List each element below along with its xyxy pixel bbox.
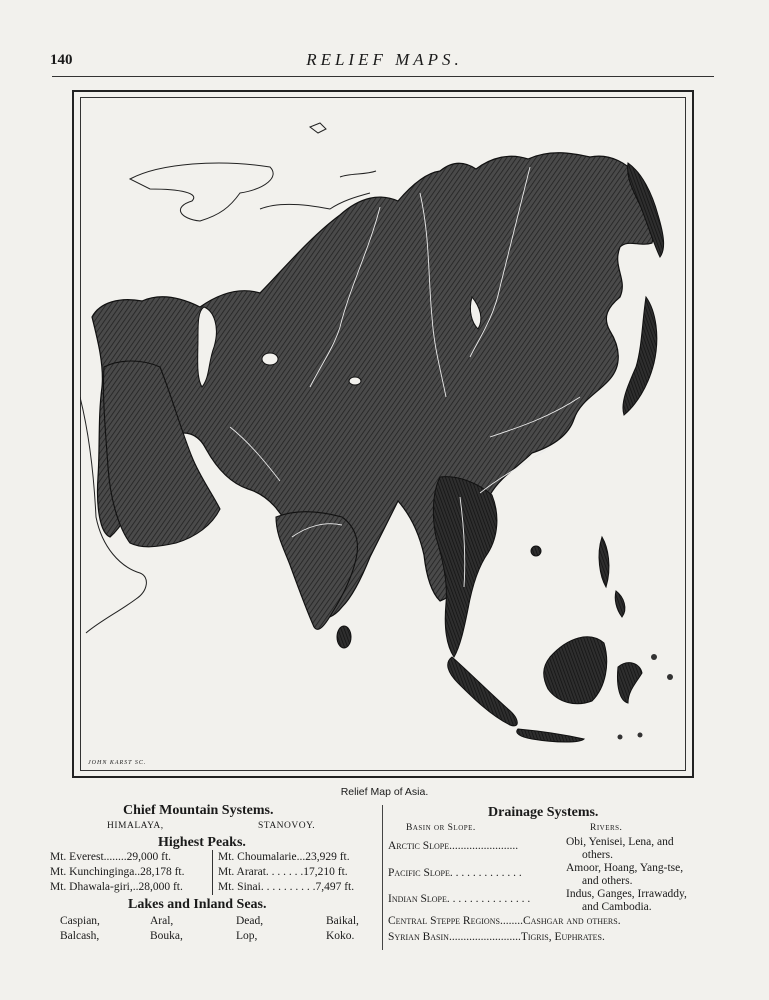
lakes-heading: Lakes and Inland Seas. [128,897,267,912]
peak-entry [50,851,171,863]
lake-aral [262,353,278,365]
lake-name: Aral, [150,915,174,927]
lake-name: Lop, [236,930,258,942]
leader-dots: ........ [103,851,127,863]
drainage-row [388,893,530,905]
peak-height: 28,000 ft. [138,881,183,893]
lake-name: Balcash, [60,930,100,942]
leader-dots: . . . . . . . [265,866,304,878]
leader-dots: . . . . . . . . . . [260,881,316,893]
peak-height: 17,210 ft. [303,866,348,878]
peak-name: Mt. Choumalarie [218,851,297,863]
drainage-heading: Drainage Systems. [488,805,599,820]
peak-entry [218,851,350,863]
lake-name: Bouka, [150,930,183,942]
peaks-heading: Highest Peaks. [158,835,246,850]
rivers-text: and others. [582,875,633,887]
map-caption: Relief Map of Asia. [340,786,429,798]
leader-dots: ... [296,851,306,863]
peak-entry [218,881,354,893]
lake-name: Dead, [236,915,264,927]
peak-height: 29,000 ft. [126,851,172,863]
island [638,733,643,738]
rivers-text: Tigris, Euphrates. [520,931,605,943]
peak-name: Mt. Kunchinginga [50,866,135,878]
asia-landmass [92,153,654,619]
ceylon [337,626,351,648]
leader-dots: . . . . . . . . . . . . . . . [446,893,531,905]
peak-name: Mt. Dhawala-giri, [50,881,133,893]
basin-column-header: Basin or Slope. [406,823,476,833]
island [531,546,541,556]
drainage-row [388,931,605,943]
arctic-islet [310,123,326,133]
peak-name: Mt. Sinai [218,881,261,893]
island [651,654,657,660]
japan-islands [623,297,657,415]
novaya-zemlya-outline [130,163,273,221]
peak-entry [50,866,184,878]
leader-dots: ........................ [449,840,519,852]
philippine-islands [599,537,625,617]
celebes [617,663,642,703]
sumatra [448,657,518,726]
leader-dots: .. [132,881,139,893]
leader-dots: .. [134,866,141,878]
basin-name: Central Steppe Regions [388,915,500,927]
rivers-text: Obi, Yenisei, Lena, and [566,836,674,848]
mountain-system: STANOVOY. [258,821,316,831]
java [517,729,584,742]
lake-balcash [349,377,361,385]
peak-height: 7,497 ft. [315,881,355,893]
peak-height: 28,178 ft. [140,866,185,878]
lake-name: Caspian, [60,915,100,927]
peak-entry [218,866,348,878]
drainage-row [388,915,621,927]
basin-name: Arctic Slope [388,840,450,852]
island [667,674,673,680]
basin-name: Indian Slope [388,893,447,905]
page-number: 140 [50,52,73,68]
lake-name: Baikal, [326,915,359,927]
relief-map-of-asia [80,97,686,771]
running-title: RELIEF MAPS. [306,50,463,69]
rivers-text: others. [582,849,613,861]
mountains-heading: Chief Mountain Systems. [123,803,274,818]
column-divider [382,805,383,950]
indian-subcontinent [276,512,357,630]
drainage-row [388,840,518,852]
mountain-system: HIMALAYA, [107,821,164,831]
peak-name: Mt. Ararat [218,866,266,878]
drainage-row [388,867,522,879]
leader-dots: ........ [499,915,523,927]
rivers-text: Indus, Ganges, Irrawaddy, [566,888,687,900]
borneo [544,637,607,704]
basin-name: Pacific Slope [388,867,450,879]
leader-dots: . . . . . . . . . . . . . [449,867,522,879]
peaks-divider [212,850,213,895]
peak-name: Mt. Everest [50,851,104,863]
engraver-credit: JOHN KARST SC. [88,760,147,766]
peak-entry [50,881,183,893]
lake-name: Koko. [326,930,355,942]
rivers-text: Amoor, Hoang, Yang-tse, [566,862,684,874]
island [618,735,623,740]
rivers-text: Cashgar and others. [522,915,621,927]
header-rule [52,76,714,77]
peak-height: 23,929 ft. [305,851,350,863]
rivers-column-header: Rivers. [590,823,623,833]
rivers-text: and Cambodia. [582,901,652,913]
leader-dots: ......................... [448,931,521,943]
basin-name: Syrian Basin [388,931,449,943]
